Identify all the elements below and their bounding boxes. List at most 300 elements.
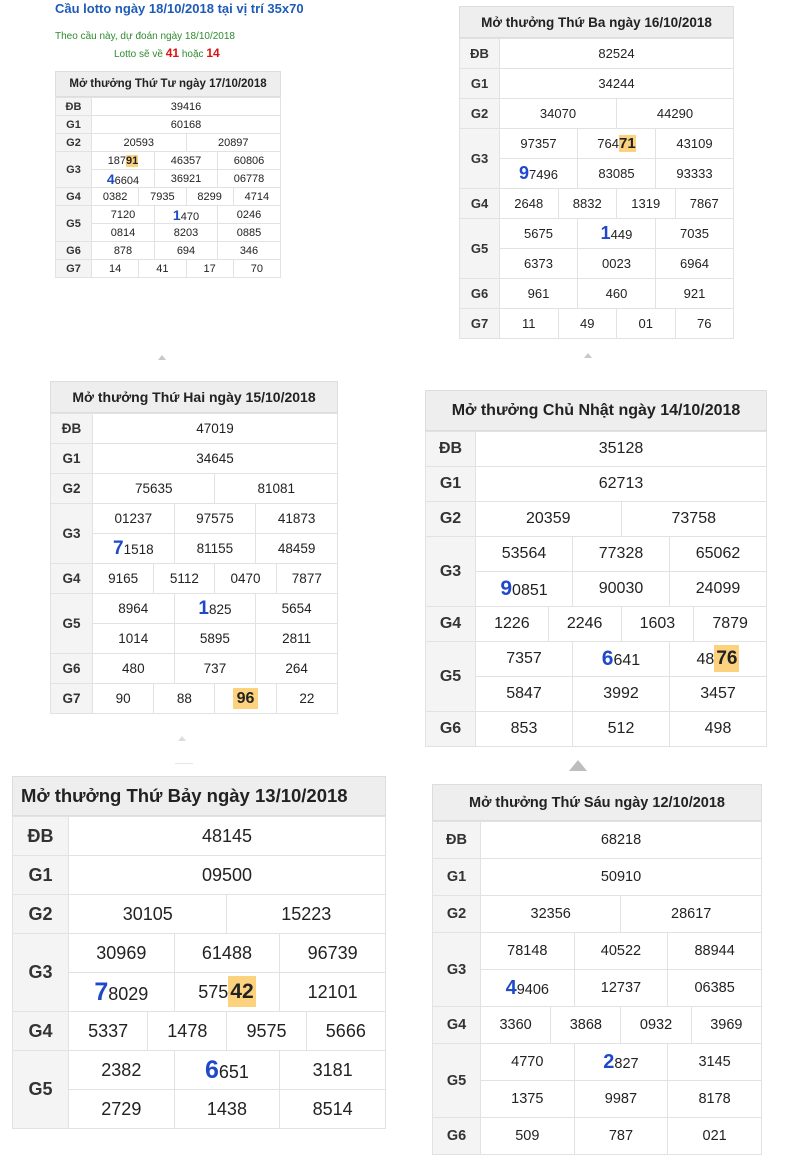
prize-g4d: 5666 [306, 1012, 385, 1051]
prediction-number-1: 41 [165, 46, 180, 60]
label-g3: G3 [426, 537, 476, 607]
prize-g5e: 5895 [174, 624, 256, 654]
row-g6 [426, 712, 767, 747]
prize-g1: 60168 [92, 116, 281, 134]
label-db: ĐB [51, 414, 93, 444]
row-g3-2 [51, 534, 338, 564]
prize-g4d: 4714 [233, 188, 280, 206]
divider [175, 763, 193, 764]
prize-g3a: 78148 [481, 933, 575, 970]
result-table-13-10 [12, 776, 386, 1119]
prize-g7b: 88 [154, 684, 215, 714]
prize-g5e: 0023 [578, 249, 656, 279]
prize-g2b: 28617 [621, 896, 762, 933]
row-g6 [51, 654, 338, 684]
blue-digit: 7 [94, 977, 109, 1006]
label-g3: G3 [460, 129, 500, 189]
prize-g5a: 4770 [481, 1044, 575, 1081]
result-table-16-10 [459, 6, 734, 350]
prize-g3b: 97575 [174, 504, 256, 534]
prize-g3d [476, 572, 573, 607]
lottery-table [12, 776, 386, 816]
prize-g3b: 77328 [573, 537, 670, 572]
prize-g4b: 7935 [139, 188, 186, 206]
prize-g6c: 021 [668, 1118, 762, 1155]
label-g7: G7 [56, 260, 92, 278]
label-g5: G5 [433, 1044, 481, 1118]
label-g5: G5 [426, 642, 476, 712]
blue-digit: 9 [519, 163, 530, 183]
label-db: ĐB [433, 822, 481, 859]
prize-g5b [155, 206, 218, 224]
prize-g6a: 961 [500, 279, 578, 309]
row-g4 [13, 1012, 386, 1051]
prize-g2a: 30105 [69, 895, 227, 934]
label-g3: G3 [13, 934, 69, 1012]
prize-g2a: 34070 [500, 99, 617, 129]
lottery-rows [55, 97, 281, 278]
row-g2 [13, 895, 386, 934]
prize-g5c: 7035 [656, 219, 734, 249]
label-g2: G2 [433, 896, 481, 933]
highlighted-pair: 76 [714, 645, 739, 672]
prediction-number-2: 14 [206, 46, 220, 60]
g3d-rest: 6604 [114, 174, 140, 187]
table-title: Mở thưởng Thứ Tư ngày 17/10/2018 [56, 72, 281, 97]
row-g5 [460, 219, 734, 249]
row-g4 [433, 1007, 762, 1044]
row-g1 [56, 116, 281, 134]
prize-g4a: 3360 [481, 1007, 551, 1044]
row-g3-2 [433, 970, 762, 1007]
row-g1 [460, 69, 734, 99]
prize-g7a: 90 [93, 684, 154, 714]
row-g5-2 [13, 1090, 386, 1129]
prize-g4a: 1226 [476, 607, 549, 642]
prize-g1: 34645 [93, 444, 338, 474]
row-g6 [460, 279, 734, 309]
row-g3-2 [460, 159, 734, 189]
row-db [460, 39, 734, 69]
g5b-rest: 641 [613, 652, 641, 669]
prize-g2b: 73758 [621, 502, 767, 537]
prize-g5d: 2729 [69, 1090, 175, 1129]
label-db: ĐB [460, 39, 500, 69]
row-g5 [13, 1051, 386, 1090]
row-g3 [460, 129, 734, 159]
g5b-rest: 449 [610, 227, 633, 242]
prize-g4b: 3868 [551, 1007, 621, 1044]
prize-g6c: 264 [256, 654, 338, 684]
row-g5 [433, 1044, 762, 1081]
prize-g6a: 878 [92, 242, 155, 260]
prize-g5c: 0246 [218, 206, 281, 224]
prediction-header [55, 0, 375, 66]
prize-db: 68218 [481, 822, 762, 859]
label-g5: G5 [13, 1051, 69, 1129]
prize-g4a: 9165 [93, 564, 154, 594]
row-g1 [13, 856, 386, 895]
row-g5 [51, 594, 338, 624]
label-g2: G2 [13, 895, 69, 934]
row-g5-2 [433, 1081, 762, 1118]
prize-g4c: 1319 [617, 189, 676, 219]
prize-g1: 50910 [481, 859, 762, 896]
row-g5 [56, 206, 281, 224]
g5c-prefix: 48 [696, 651, 715, 668]
prize-g7a: 11 [500, 309, 559, 339]
row-g3 [56, 152, 281, 170]
prize-g4a: 2648 [500, 189, 559, 219]
highlighted-pair: 96 [233, 688, 259, 709]
row-g1 [426, 467, 767, 502]
prize-g5e: 9987 [574, 1081, 668, 1118]
prize-g5a: 7357 [476, 642, 573, 677]
prize-g5d: 1014 [93, 624, 175, 654]
prize-g2a: 32356 [481, 896, 621, 933]
lottery-table [50, 381, 338, 413]
prize-g5f: 0885 [218, 224, 281, 242]
prize-g3c: 88944 [668, 933, 762, 970]
label-db: ĐB [426, 432, 476, 467]
label-g1: G1 [426, 467, 476, 502]
label-g7: G7 [51, 684, 93, 714]
lottery-table [55, 71, 281, 97]
prize-g3e: 12737 [574, 970, 668, 1007]
prize-g4b: 5112 [154, 564, 215, 594]
prize-g6a: 509 [481, 1118, 575, 1155]
blue-digit: 4 [505, 976, 517, 999]
blue-digit: 9 [500, 577, 513, 600]
prediction-prefix: Lotto sẽ về [114, 49, 163, 60]
prize-g2b: 15223 [227, 895, 386, 934]
label-g4: G4 [56, 188, 92, 206]
prize-g3c: 41873 [256, 504, 338, 534]
prize-g4d: 3969 [691, 1007, 761, 1044]
scroll-up-icon[interactable] [569, 760, 587, 771]
prize-g5c: 3181 [280, 1051, 386, 1090]
label-g6: G6 [56, 242, 92, 260]
prize-g3e: 90030 [573, 572, 670, 607]
prize-g3a: 97357 [500, 129, 578, 159]
row-db [13, 817, 386, 856]
prize-g3e: 81155 [174, 534, 256, 564]
prize-db: 47019 [93, 414, 338, 444]
prize-g7b: 49 [558, 309, 617, 339]
result-table-12-10 [432, 784, 762, 1144]
prize-g3c: 43109 [656, 129, 734, 159]
prize-g3e: 83085 [578, 159, 656, 189]
lottery-rows [12, 816, 386, 1129]
lottery-rows [425, 431, 767, 747]
prize-g5a: 7120 [92, 206, 155, 224]
blue-digit: 1 [198, 597, 209, 619]
prize-g5b [174, 594, 256, 624]
row-g5-2 [460, 249, 734, 279]
prize-g3f: 24099 [670, 572, 767, 607]
prediction-line-2 [114, 46, 220, 60]
g3d-rest: 8029 [108, 983, 149, 1004]
row-db [433, 822, 762, 859]
prize-g7d: 70 [233, 260, 280, 278]
prize-g3a: 01237 [93, 504, 175, 534]
scroll-up-icon[interactable] [178, 736, 186, 741]
row-g3 [51, 504, 338, 534]
row-db [51, 414, 338, 444]
label-g1: G1 [51, 444, 93, 474]
lottery-rows [432, 821, 762, 1155]
prize-db: 35128 [476, 432, 767, 467]
blue-digit: 1 [172, 206, 181, 223]
prize-g2a: 75635 [93, 474, 215, 504]
prize-g3d [69, 973, 175, 1012]
prize-g3d [481, 970, 575, 1007]
row-g3-2 [426, 572, 767, 607]
row-g2 [426, 502, 767, 537]
row-g3 [426, 537, 767, 572]
prize-g3b [578, 129, 656, 159]
prize-g6b: 787 [574, 1118, 668, 1155]
prize-g4d: 7877 [276, 564, 337, 594]
result-table-17-10 [55, 71, 281, 353]
table-title: Mở thưởng Thứ Hai ngày 15/10/2018 [51, 382, 338, 413]
label-g5: G5 [56, 206, 92, 242]
row-g4 [56, 188, 281, 206]
label-g4: G4 [13, 1012, 69, 1051]
result-table-15-10 [50, 381, 338, 733]
prize-g4c: 0470 [215, 564, 276, 594]
row-g1 [51, 444, 338, 474]
prize-g3b: 46357 [155, 152, 218, 170]
g3b-prefix: 764 [597, 136, 619, 151]
label-g3: G3 [433, 933, 481, 1007]
prize-g6a: 853 [476, 712, 573, 747]
lottery-table [432, 784, 762, 821]
prize-g3b: 61488 [174, 934, 280, 973]
label-g1: G1 [13, 856, 69, 895]
scroll-up-icon[interactable] [584, 353, 592, 358]
g3d-rest: 1518 [123, 541, 154, 557]
g5b-rest: 651 [218, 1061, 249, 1082]
label-g4: G4 [433, 1007, 481, 1044]
prize-db: 39416 [92, 98, 281, 116]
table-title: Mở thưởng Thứ Sáu ngày 12/10/2018 [433, 785, 762, 821]
lottery-rows [459, 38, 734, 339]
label-g6: G6 [426, 712, 476, 747]
label-g1: G1 [433, 859, 481, 896]
highlighted-pair: 91 [126, 154, 139, 167]
prize-g4b: 8832 [558, 189, 617, 219]
row-g7 [56, 260, 281, 278]
table-title: Mở thưởng Thứ Ba ngày 16/10/2018 [460, 7, 734, 38]
prize-db: 82524 [500, 39, 734, 69]
prize-g3c: 60806 [218, 152, 281, 170]
prize-g4b: 1478 [148, 1012, 227, 1051]
label-g2: G2 [426, 502, 476, 537]
label-g2: G2 [51, 474, 93, 504]
prize-g7c [215, 684, 276, 714]
prize-g5c: 3145 [668, 1044, 762, 1081]
prize-g5c: 5654 [256, 594, 338, 624]
prize-g3e: 36921 [155, 170, 218, 188]
label-g4: G4 [426, 607, 476, 642]
prize-g5d: 1375 [481, 1081, 575, 1118]
prize-g5d: 5847 [476, 677, 573, 712]
row-g3 [433, 933, 762, 970]
row-g1 [433, 859, 762, 896]
prize-g4c: 0932 [621, 1007, 691, 1044]
prize-g2b: 20897 [186, 134, 281, 152]
prize-g1: 09500 [69, 856, 386, 895]
prize-g7d: 22 [276, 684, 337, 714]
prize-g3b: 40522 [574, 933, 668, 970]
prize-g5b [174, 1051, 280, 1090]
lottery-table [459, 6, 734, 38]
prize-g4d: 7879 [694, 607, 767, 642]
label-g1: G1 [460, 69, 500, 99]
prize-g3c: 65062 [670, 537, 767, 572]
g3e-prefix: 575 [198, 982, 229, 1002]
prize-g5d: 6373 [500, 249, 578, 279]
g3d-rest: 9406 [516, 981, 549, 998]
g3a-prefix: 187 [107, 154, 127, 167]
prize-g3e [174, 973, 280, 1012]
row-g4 [460, 189, 734, 219]
prize-g5a: 5675 [500, 219, 578, 249]
prize-g6b: 460 [578, 279, 656, 309]
scroll-up-icon[interactable] [158, 355, 166, 360]
prize-g3f: 06385 [668, 970, 762, 1007]
row-g2 [51, 474, 338, 504]
prize-g5e: 3992 [573, 677, 670, 712]
prize-g5e: 1438 [174, 1090, 280, 1129]
label-g2: G2 [460, 99, 500, 129]
label-g7: G7 [460, 309, 500, 339]
prize-g5e: 8203 [155, 224, 218, 242]
prize-g3c: 96739 [280, 934, 386, 973]
row-g3 [13, 934, 386, 973]
label-g6: G6 [51, 654, 93, 684]
row-db [426, 432, 767, 467]
highlighted-pair: 71 [619, 135, 636, 152]
highlighted-pair: 42 [228, 976, 255, 1007]
blue-digit: 1 [600, 223, 611, 243]
prize-g6b: 512 [573, 712, 670, 747]
row-g7 [51, 684, 338, 714]
prize-g4b: 2246 [548, 607, 621, 642]
prize-g5b [574, 1044, 668, 1081]
row-g7 [460, 309, 734, 339]
label-g1: G1 [56, 116, 92, 134]
prize-g5a: 2382 [69, 1051, 175, 1090]
page-title: Cầu lotto ngày 18/10/2018 tại vị trí 35x70 [55, 1, 304, 16]
row-g3-2 [13, 973, 386, 1012]
label-db: ĐB [13, 817, 69, 856]
prize-g6c: 921 [656, 279, 734, 309]
row-g6 [433, 1118, 762, 1155]
label-g2: G2 [56, 134, 92, 152]
g5b-rest: 825 [208, 601, 232, 617]
lottery-table [425, 390, 767, 431]
g3d-rest: 7496 [529, 167, 558, 182]
label-g5: G5 [460, 219, 500, 279]
g3d-rest: 0851 [512, 582, 548, 599]
prize-g6a: 480 [93, 654, 175, 684]
prize-g4c: 8299 [186, 188, 233, 206]
prize-g5f: 8514 [280, 1090, 386, 1129]
lottery-rows [50, 413, 338, 714]
table-title: Mở thưởng Thứ Bảy ngày 13/10/2018 [13, 777, 386, 816]
prize-g7b: 41 [139, 260, 186, 278]
row-g6 [56, 242, 281, 260]
prize-g5b [578, 219, 656, 249]
prize-g5f: 6964 [656, 249, 734, 279]
prize-g5b [573, 642, 670, 677]
prize-g5f: 8178 [668, 1081, 762, 1118]
prize-g2b: 44290 [617, 99, 734, 129]
prize-g7c: 01 [617, 309, 676, 339]
prize-g4a: 0382 [92, 188, 139, 206]
prize-g3f: 48459 [256, 534, 338, 564]
prize-g2b: 81081 [215, 474, 338, 504]
row-db [56, 98, 281, 116]
prize-g3a: 30969 [69, 934, 175, 973]
prize-g4c: 1603 [621, 607, 694, 642]
prize-g3d [93, 534, 175, 564]
prize-g7a: 14 [92, 260, 139, 278]
prize-g1: 34244 [500, 69, 734, 99]
blue-digit: 6 [601, 647, 614, 670]
prize-g4a: 5337 [69, 1012, 148, 1051]
prize-g3f: 06778 [218, 170, 281, 188]
blue-digit: 7 [113, 537, 124, 559]
prize-g3f: 12101 [280, 973, 386, 1012]
row-g2 [433, 896, 762, 933]
row-g4 [426, 607, 767, 642]
prize-g5a: 8964 [93, 594, 175, 624]
prediction-line-1: Theo cầu này, dự đoán ngày 18/10/2018 [55, 31, 235, 42]
result-table-14-10 [425, 390, 767, 740]
prize-g4d: 7867 [675, 189, 734, 219]
label-g4: G4 [51, 564, 93, 594]
blue-digit: 6 [204, 1055, 219, 1084]
prize-g3d [92, 170, 155, 188]
row-g5 [426, 642, 767, 677]
prize-g3f: 93333 [656, 159, 734, 189]
prize-g1: 62713 [476, 467, 767, 502]
row-g2 [56, 134, 281, 152]
prize-g6b: 694 [155, 242, 218, 260]
g5b-rest: 827 [614, 1055, 639, 1072]
label-g6: G6 [460, 279, 500, 309]
prize-g5c [670, 642, 767, 677]
prize-db: 48145 [69, 817, 386, 856]
prize-g4c: 9575 [227, 1012, 306, 1051]
label-g6: G6 [433, 1118, 481, 1155]
row-g4 [51, 564, 338, 594]
prize-g3a: 53564 [476, 537, 573, 572]
row-g2 [460, 99, 734, 129]
label-g3: G3 [56, 152, 92, 188]
prize-g7d: 76 [675, 309, 734, 339]
prize-g5d: 0814 [92, 224, 155, 242]
prize-g2a: 20359 [476, 502, 622, 537]
label-g3: G3 [51, 504, 93, 564]
prize-g5f: 3457 [670, 677, 767, 712]
blue-digit: 4 [106, 170, 115, 187]
prize-g6c: 346 [218, 242, 281, 260]
blue-digit: 2 [603, 1050, 615, 1073]
